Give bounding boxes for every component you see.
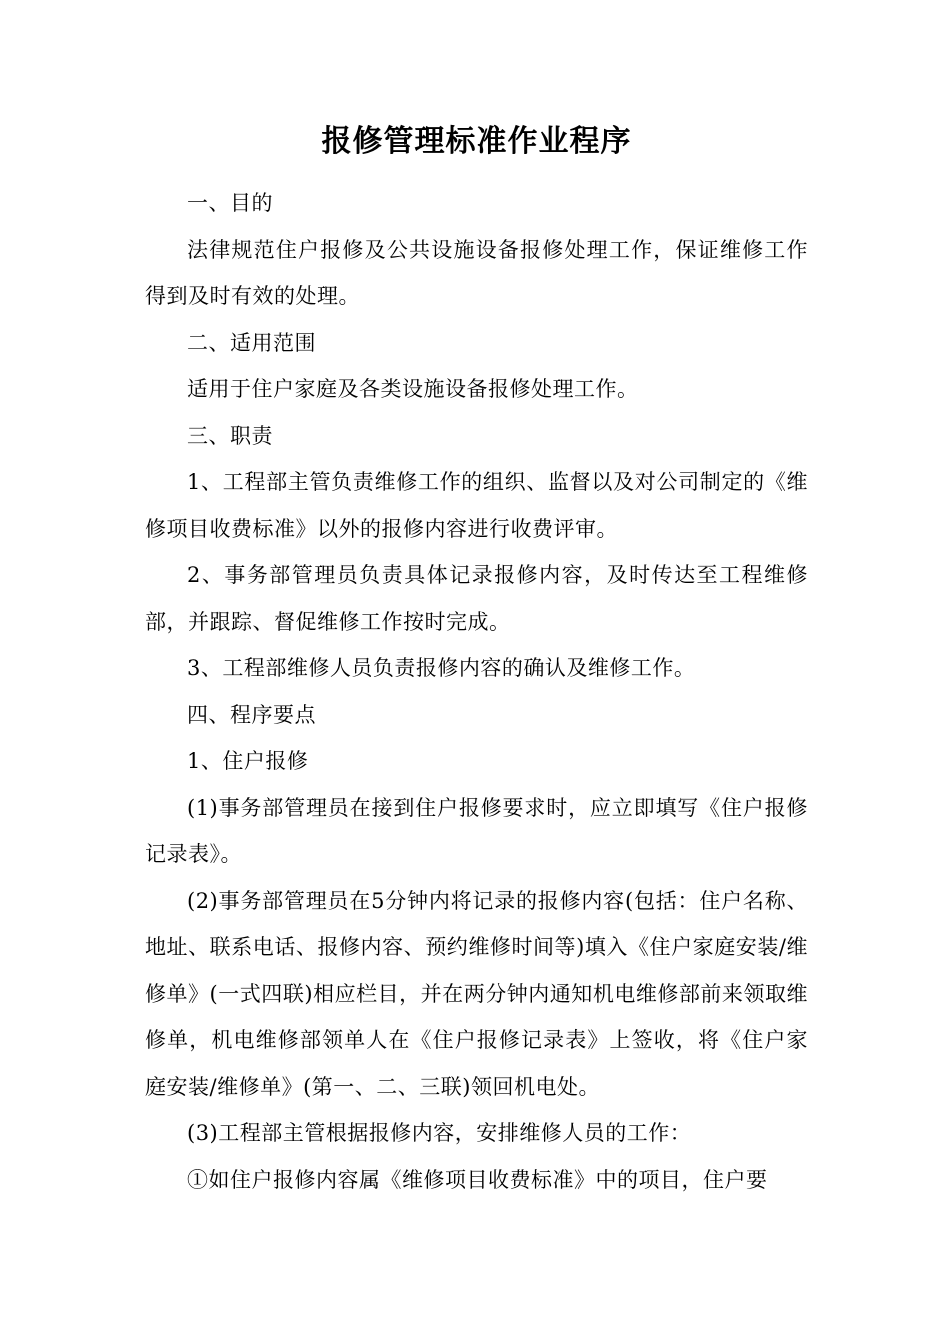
paragraph-step-3: (3)工程部主管根据报修内容，安排维修人员的工作： xyxy=(187,1121,692,1145)
section-heading-scope: 二、适用范围 xyxy=(187,330,316,355)
paragraph-duty-3: 3、工程部维修人员负责报修内容的确认及维修工作。 xyxy=(187,656,696,680)
paragraph-duty-1: 1、工程部主管负责维修工作的组织、监督以及对公司制定的《维修项目收费标准》以外的报修内容进行收费评审。 xyxy=(145,470,808,541)
paragraph-step-2: (2)事务部管理员在5分钟内将记录的报修内容(包括：住户名称、地址、联系电话、报修内容、预约维修时间等)填入《住户家庭安装/维修单》(一式四联)相应栏目，并在两分钟内通知机电维修部前来领取维修单，机电维修部领单人在《住户报修记录表》上签收，将《住户家庭安装/维修单》(第一、二、三联)领回机电处。 xyxy=(145,888,808,1099)
paragraph-purpose: 法律规范住户报修及公共设施设备报修处理工作，保证维修工作得到及时有效的处理。 xyxy=(145,237,808,308)
section-heading-procedure: 四、程序要点 xyxy=(187,702,316,727)
subheading-resident-repair: 1、住户报修 xyxy=(187,749,309,773)
paragraph-step-1: (1)事务部管理员在接到住户报修要求时，应立即填写《住户报修记录表》。 xyxy=(145,795,808,866)
paragraph-step-3-item-1: ①如住户报修内容属《维修项目收费标准》中的项目，住户要 xyxy=(187,1167,768,1192)
section-heading-purpose: 一、目的 xyxy=(187,191,273,215)
paragraph-duty-2: 2、事务部管理员负责具体记录报修内容，及时传达至工程维修部，并跟踪、督促维修工作按时完成。 xyxy=(145,563,808,634)
paragraph-scope: 适用于住户家庭及各类设施设备报修处理工作。 xyxy=(187,377,639,401)
document-title: 报修管理标准作业程序 xyxy=(321,124,632,159)
section-heading-duties: 三、职责 xyxy=(187,423,273,448)
